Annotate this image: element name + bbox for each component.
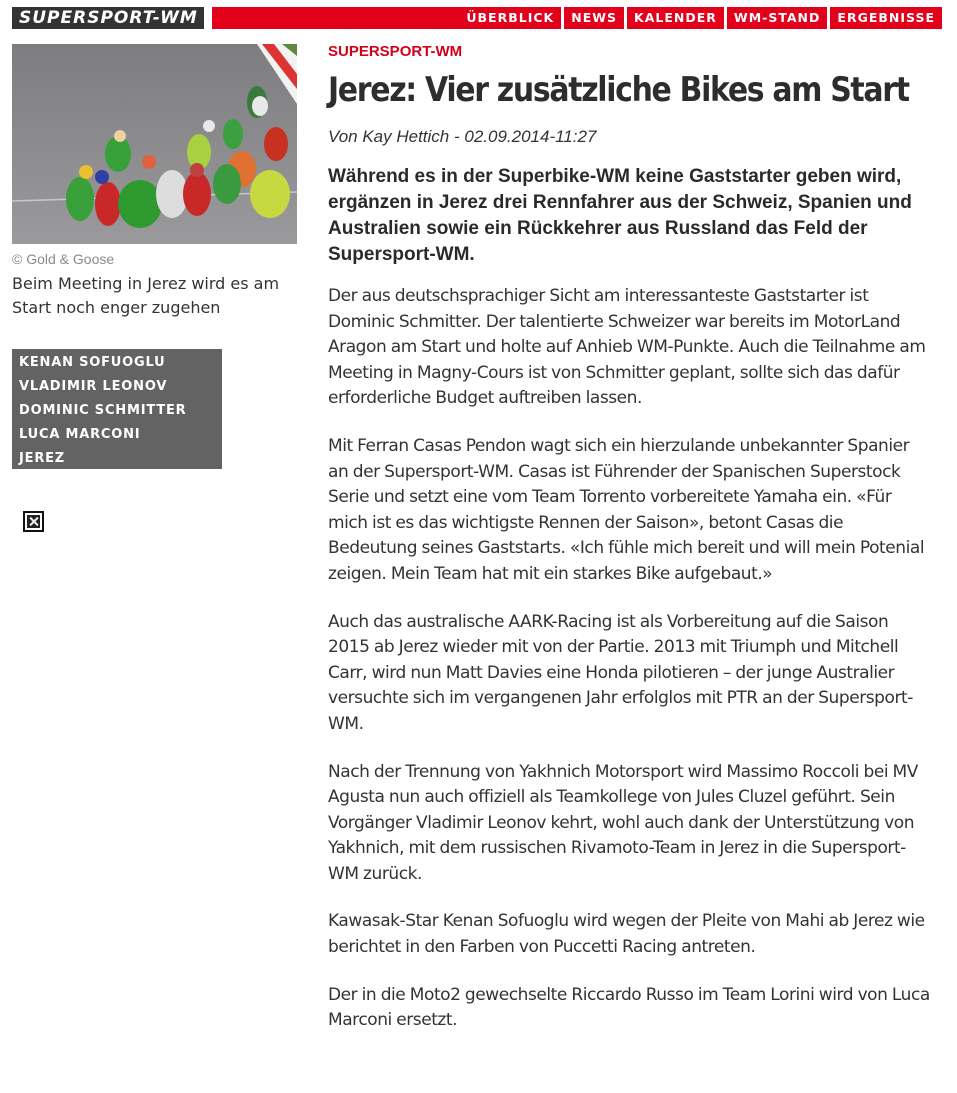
image-caption: Beim Meeting in Jerez wird es am Start noch enger zugehen [12,274,280,317]
article [328,42,933,1034]
image-credit: © Gold & Goose [12,251,115,267]
article-title: Jerez: Vier zusätzliche Bikes am Start [328,70,909,110]
top-navigation-bar [12,7,942,29]
tag-link[interactable]: KENAN SOFUOGLU [19,355,166,370]
article-paragraph: Der aus deutschsprachiger Sicht am interessanteste Gaststarter ist Dominic Schmitter. Der talentierte Schweizer war bereits im MotorLand Aragon am Start und holte auf Anhieb WM-Punkte. Auch die Teilnahme am Meeting in Magny-Cours ist von Schmitter geplant, sollte sich das dafür erforderliche Budget auftreiben lassen. [328,286,926,409]
close-icon-glyph [27,515,40,528]
tag-link[interactable]: JEREZ [19,451,66,466]
race-start-photo [12,44,297,244]
tag-link[interactable]: LUCA MARCONI [19,427,141,442]
tag-link[interactable]: DOMINIC SCHMITTER [19,403,187,418]
article-paragraph: Mit Ferran Casas Pendon wagt sich ein hierzulande unbekannter Spanier an der Supersport-WM. Casas ist Führender der Spanischen Superstock Serie und setzt eine vom Team Torrento vorbereitete Yamaha ein. «Für mich ist es das wichtigste Rennen der Saison», betont Casas die Bedeutung seines Gaststarts. «Ich fühle mich bereit und will mein Potenial zeigen. Mein Team hat mit ein starkes Bike aufgebaut.» [328,435,925,584]
section-brand-label[interactable]: SUPERSPORT-WM [12,7,204,29]
article-photo [12,44,297,244]
close-icon[interactable] [23,511,44,532]
article-kicker[interactable]: SUPERSPORT-WM [328,43,463,60]
nav-item-kalender[interactable]: KALENDER [627,7,724,29]
tag-link[interactable]: VLADIMIR LEONOV [19,379,168,394]
article-byline: Von Kay Hettich - 02.09.2014-11:27 [328,127,597,146]
nav-item-news[interactable]: NEWS [564,7,624,29]
nav-item-wm-stand[interactable]: WM-STAND [727,7,828,29]
article-lead: Während es in der Superbike-WM keine Gaststarter geben wird, ergänzen in Jerez drei Rennfahrer aus der Schweiz, Spanien und Australien sowie ein Rückkehrer aus Russland das Feld der Supersport-WM. [328,166,912,265]
article-paragraph: Der in die Moto2 gewechselte Riccardo Russo im Team Lorini wird von Luca Marconi ersetzt. [328,984,930,1031]
nav-item-ueberblick[interactable]: ÜBERBLICK [459,7,561,29]
tag-list [12,349,222,469]
nav-item-ergebnisse[interactable]: ERGEBNISSE [830,7,942,29]
article-paragraph: Auch das australische AARK-Racing ist als Vorbereitung auf die Saison 2015 ab Jerez wieder mit von der Partie. 2013 mit Triumph und Mitchell Carr, wird nun Matt Davies eine Honda pilotieren – der junge Australier versuchte sich im vergangenen Jahr erfolglos mit PTR an der Supersport-WM. [328,611,913,734]
article-paragraph: Kawasak-Star Kenan Sofuoglu wird wegen der Pleite von Mahi ab Jerez wie berichtet in den Farben von Puccetti Racing antreten. [328,911,925,958]
article-paragraph: Nach der Trennung von Yakhnich Motorsport wird Massimo Roccoli bei MV Agusta nun auch offiziell als Teamkollege von Jules Cluzel geführt. Sein Vorgänger Vladimir Leonov kehrt, wohl auch dank der Unterstützung von Yakhnich, mit dem russischen Rivamoto-Team in Jerez in die Supersport-WM zurück. [328,761,918,884]
section-nav [459,7,942,29]
